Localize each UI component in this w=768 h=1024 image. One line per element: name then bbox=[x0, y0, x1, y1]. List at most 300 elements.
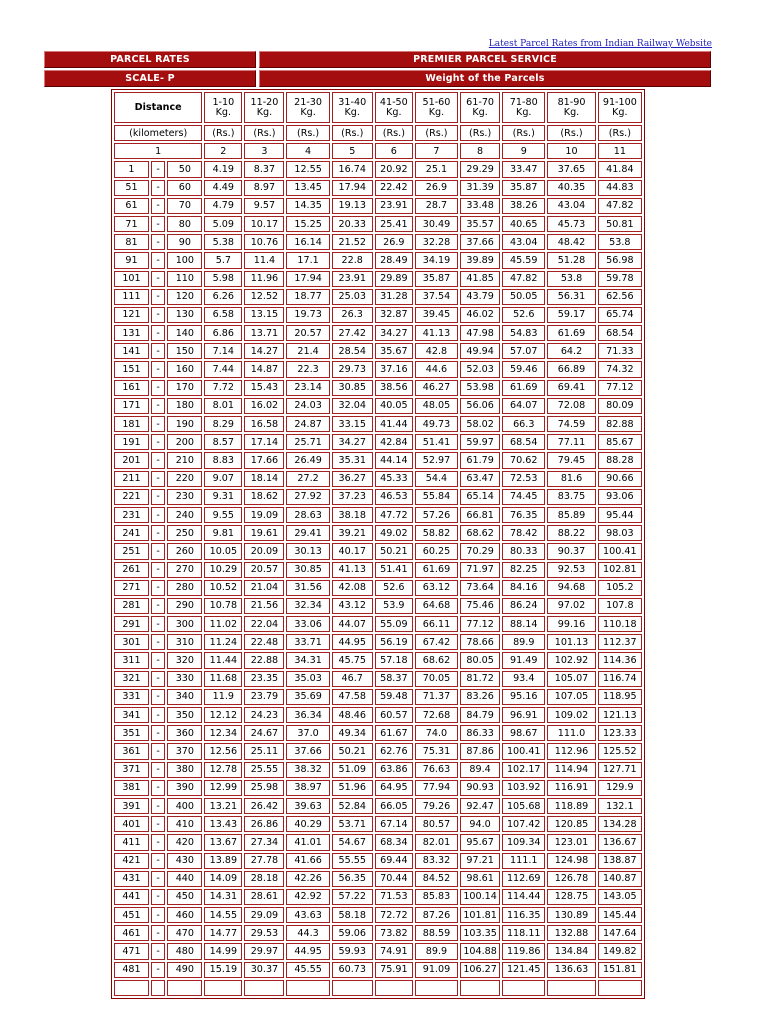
rate-cell: 50.05 bbox=[502, 289, 545, 305]
rate-cell: 51.41 bbox=[415, 434, 458, 450]
rate-cell: 73.82 bbox=[375, 925, 413, 941]
distance-from-cell: 481 bbox=[114, 962, 149, 978]
rate-cell: 54.4 bbox=[415, 471, 458, 487]
distance-dash: - bbox=[151, 798, 165, 814]
distance-to-cell: 270 bbox=[167, 562, 202, 578]
rate-cell: 34.27 bbox=[375, 325, 413, 341]
rate-cell: 5.7 bbox=[204, 252, 242, 268]
rate-cell: 56.98 bbox=[598, 252, 642, 268]
rate-cell: 83.26 bbox=[460, 689, 500, 705]
rate-cell: 22.88 bbox=[244, 652, 284, 668]
rate-cell: 56.06 bbox=[460, 398, 500, 414]
rate-cell: 35.03 bbox=[286, 671, 329, 687]
rate-cell bbox=[598, 980, 642, 996]
rate-cell: 8.83 bbox=[204, 452, 242, 468]
rate-cell bbox=[286, 980, 329, 996]
distance-from-cell: 281 bbox=[114, 598, 149, 614]
rate-cell: 80.05 bbox=[460, 652, 500, 668]
distance-to-cell: 110 bbox=[167, 271, 202, 287]
distance-to-cell: 470 bbox=[167, 925, 202, 941]
rate-cell: 58.18 bbox=[332, 907, 373, 923]
distance-dash: - bbox=[151, 507, 165, 523]
rate-cell: 26.42 bbox=[244, 798, 284, 814]
weight-range-cell: 11-20 Kg. bbox=[244, 92, 284, 123]
weight-range-row bbox=[114, 92, 642, 123]
rate-cell: 33.48 bbox=[460, 198, 500, 214]
distance-from-cell: 391 bbox=[114, 798, 149, 814]
rate-row bbox=[114, 198, 642, 214]
rate-cell: 21.52 bbox=[332, 234, 373, 250]
distance-to-cell: 130 bbox=[167, 307, 202, 323]
rate-cell: 58.82 bbox=[415, 525, 458, 541]
distance-dash: - bbox=[151, 671, 165, 687]
rate-cell: 43.12 bbox=[332, 598, 373, 614]
distance-to-cell: 220 bbox=[167, 471, 202, 487]
rate-cell: 83.75 bbox=[547, 489, 595, 505]
rate-cell: 15.25 bbox=[286, 216, 329, 232]
rate-cell: 16.58 bbox=[244, 416, 284, 432]
rate-cell: 47.58 bbox=[332, 689, 373, 705]
rupees-label: (Rs.) bbox=[415, 125, 458, 141]
rate-cell: 107.05 bbox=[547, 689, 595, 705]
rate-cell: 77.12 bbox=[460, 616, 500, 632]
rate-cell: 147.64 bbox=[598, 925, 642, 941]
rate-cell: 70.62 bbox=[502, 452, 545, 468]
rate-cell: 98.61 bbox=[460, 871, 500, 887]
rate-cell: 33.06 bbox=[286, 616, 329, 632]
rate-cell: 6.26 bbox=[204, 289, 242, 305]
rate-cell: 74.0 bbox=[415, 725, 458, 741]
rate-cell: 51.96 bbox=[332, 780, 373, 796]
rate-cell: 44.3 bbox=[286, 925, 329, 941]
rate-cell: 16.02 bbox=[244, 398, 284, 414]
rate-cell: 59.17 bbox=[547, 307, 595, 323]
distance-from-cell: 161 bbox=[114, 380, 149, 396]
rate-cell: 111.0 bbox=[547, 725, 595, 741]
rate-cell: 33.15 bbox=[332, 416, 373, 432]
rate-cell: 55.55 bbox=[332, 853, 373, 869]
rate-cell: 64.68 bbox=[415, 598, 458, 614]
rate-cell: 29.09 bbox=[244, 907, 284, 923]
rupees-label: (Rs.) bbox=[460, 125, 500, 141]
rate-cell: 14.55 bbox=[204, 907, 242, 923]
rate-cell bbox=[547, 980, 595, 996]
rate-row bbox=[114, 689, 642, 705]
rate-cell: 48.05 bbox=[415, 398, 458, 414]
distance-to-cell: 290 bbox=[167, 598, 202, 614]
rate-cell: 22.8 bbox=[332, 252, 373, 268]
rate-cell: 32.34 bbox=[286, 598, 329, 614]
rate-cell: 72.53 bbox=[502, 471, 545, 487]
weight-range-cell: 1-10 Kg. bbox=[204, 92, 242, 123]
rate-cell: 9.31 bbox=[204, 489, 242, 505]
rate-cell: 80.57 bbox=[415, 816, 458, 832]
rate-cell: 23.35 bbox=[244, 671, 284, 687]
rate-cell: 27.42 bbox=[332, 325, 373, 341]
rate-row bbox=[114, 471, 642, 487]
rate-cell: 35.31 bbox=[332, 452, 373, 468]
rate-cell: 30.85 bbox=[286, 562, 329, 578]
column-number: 4 bbox=[286, 143, 329, 159]
rate-cell: 23.91 bbox=[332, 271, 373, 287]
rate-cell: 20.33 bbox=[332, 216, 373, 232]
rate-cell: 47.72 bbox=[375, 507, 413, 523]
distance-dash: - bbox=[151, 234, 165, 250]
rate-cell: 4.19 bbox=[204, 161, 242, 177]
rate-cell: 84.16 bbox=[502, 580, 545, 596]
rate-cell: 28.63 bbox=[286, 507, 329, 523]
distance-from-cell: 51 bbox=[114, 180, 149, 196]
rate-cell: 63.12 bbox=[415, 580, 458, 596]
rate-cell: 118.95 bbox=[598, 689, 642, 705]
distance-from-cell: 311 bbox=[114, 652, 149, 668]
rate-cell: 14.35 bbox=[286, 198, 329, 214]
rate-cell: 105.68 bbox=[502, 798, 545, 814]
rate-cell: 34.27 bbox=[332, 434, 373, 450]
rate-cell: 88.28 bbox=[598, 452, 642, 468]
rate-cell: 53.8 bbox=[598, 234, 642, 250]
distance-to-cell: 250 bbox=[167, 525, 202, 541]
rate-cell: 125.52 bbox=[598, 743, 642, 759]
rate-cell: 116.91 bbox=[547, 780, 595, 796]
rate-cell: 8.57 bbox=[204, 434, 242, 450]
rate-cell: 29.41 bbox=[286, 525, 329, 541]
rate-cell: 55.84 bbox=[415, 489, 458, 505]
rate-row bbox=[114, 525, 642, 541]
rate-cell: 97.21 bbox=[460, 853, 500, 869]
rate-cell: 15.19 bbox=[204, 962, 242, 978]
rate-cell: 14.09 bbox=[204, 871, 242, 887]
rate-cell: 102.92 bbox=[547, 652, 595, 668]
rupees-label: (Rs.) bbox=[332, 125, 373, 141]
distance-from-cell: 461 bbox=[114, 925, 149, 941]
rate-cell: 83.32 bbox=[415, 853, 458, 869]
rate-cell: 132.88 bbox=[547, 925, 595, 941]
distance-dash: - bbox=[151, 853, 165, 869]
rate-cell: 30.37 bbox=[244, 962, 284, 978]
rate-cell: 25.98 bbox=[244, 780, 284, 796]
distance-dash: - bbox=[151, 361, 165, 377]
rate-cell: 66.11 bbox=[415, 616, 458, 632]
rate-cell: 29.89 bbox=[375, 271, 413, 287]
distance-from-cell: 331 bbox=[114, 689, 149, 705]
rate-cell: 69.41 bbox=[547, 380, 595, 396]
rate-cell: 25.1 bbox=[415, 161, 458, 177]
rate-row bbox=[114, 816, 642, 832]
rate-cell: 66.3 bbox=[502, 416, 545, 432]
rate-row bbox=[114, 234, 642, 250]
rate-cell: 90.66 bbox=[598, 471, 642, 487]
rate-cell: 86.33 bbox=[460, 725, 500, 741]
distance-from-cell bbox=[114, 980, 149, 996]
rate-cell: 66.89 bbox=[547, 361, 595, 377]
rate-cell: 19.09 bbox=[244, 507, 284, 523]
rate-cell: 95.44 bbox=[598, 507, 642, 523]
rate-row bbox=[114, 543, 642, 559]
distance-dash: - bbox=[151, 380, 165, 396]
rate-cell: 31.56 bbox=[286, 580, 329, 596]
rate-cell: 70.05 bbox=[415, 671, 458, 687]
rate-cell: 40.35 bbox=[547, 180, 595, 196]
distance-dash: - bbox=[151, 416, 165, 432]
distance-dash: - bbox=[151, 325, 165, 341]
distance-to-cell: 230 bbox=[167, 489, 202, 505]
rate-cell: 114.94 bbox=[547, 762, 595, 778]
rate-cell: 61.67 bbox=[375, 725, 413, 741]
distance-dash: - bbox=[151, 198, 165, 214]
rate-cell: 59.48 bbox=[375, 689, 413, 705]
rate-cell: 11.9 bbox=[204, 689, 242, 705]
rate-cell: 100.41 bbox=[502, 743, 545, 759]
distance-to-cell: 490 bbox=[167, 962, 202, 978]
rate-cell: 68.62 bbox=[415, 652, 458, 668]
rate-cell: 56.35 bbox=[332, 871, 373, 887]
distance-dash: - bbox=[151, 962, 165, 978]
rate-cell: 53.8 bbox=[547, 271, 595, 287]
distance-dash: - bbox=[151, 562, 165, 578]
rate-cell: 59.06 bbox=[332, 925, 373, 941]
units-row bbox=[114, 125, 642, 141]
rate-cell: 9.55 bbox=[204, 507, 242, 523]
rate-cell: 90.93 bbox=[460, 780, 500, 796]
rate-cell: 10.05 bbox=[204, 543, 242, 559]
rate-cell: 17.94 bbox=[286, 271, 329, 287]
rupees-label: (Rs.) bbox=[244, 125, 284, 141]
column-number: 10 bbox=[547, 143, 595, 159]
rate-cell: 82.01 bbox=[415, 834, 458, 850]
rate-cell: 13.15 bbox=[244, 307, 284, 323]
rate-cell: 20.57 bbox=[286, 325, 329, 341]
distance-to-cell: 460 bbox=[167, 907, 202, 923]
rate-cell: 48.46 bbox=[332, 707, 373, 723]
rate-cell: 41.85 bbox=[460, 271, 500, 287]
rate-cell: 14.77 bbox=[204, 925, 242, 941]
rate-cell: 79.26 bbox=[415, 798, 458, 814]
rate-cell: 5.09 bbox=[204, 216, 242, 232]
rate-cell: 79.45 bbox=[547, 452, 595, 468]
distance-from-cell: 431 bbox=[114, 871, 149, 887]
distance-dash: - bbox=[151, 743, 165, 759]
rate-cell: 65.74 bbox=[598, 307, 642, 323]
rate-cell: 149.82 bbox=[598, 943, 642, 959]
rate-row bbox=[114, 307, 642, 323]
rate-cell: 44.07 bbox=[332, 616, 373, 632]
distance-to-cell: 210 bbox=[167, 452, 202, 468]
rate-cell: 67.42 bbox=[415, 634, 458, 650]
rate-cell: 41.44 bbox=[375, 416, 413, 432]
rate-cell: 14.31 bbox=[204, 889, 242, 905]
distance-to-cell: 320 bbox=[167, 652, 202, 668]
rate-cell: 13.43 bbox=[204, 816, 242, 832]
rate-cell: 42.92 bbox=[286, 889, 329, 905]
rate-cell: 66.81 bbox=[460, 507, 500, 523]
rate-cell: 75.91 bbox=[375, 962, 413, 978]
distance-dash: - bbox=[151, 925, 165, 941]
distance-to-cell: 190 bbox=[167, 416, 202, 432]
rate-cell: 16.14 bbox=[286, 234, 329, 250]
rate-row bbox=[114, 616, 642, 632]
rate-cell: 103.35 bbox=[460, 925, 500, 941]
rate-cell: 13.45 bbox=[286, 180, 329, 196]
rate-cell: 17.14 bbox=[244, 434, 284, 450]
rate-cell: 5.38 bbox=[204, 234, 242, 250]
rate-cell: 114.44 bbox=[502, 889, 545, 905]
rate-cell: 134.28 bbox=[598, 816, 642, 832]
rate-cell: 94.68 bbox=[547, 580, 595, 596]
rate-cell: 84.79 bbox=[460, 707, 500, 723]
rate-cell: 20.57 bbox=[244, 562, 284, 578]
rate-row bbox=[114, 161, 642, 177]
rate-cell: 27.92 bbox=[286, 489, 329, 505]
rate-cell: 44.95 bbox=[332, 634, 373, 650]
rate-cell: 130.89 bbox=[547, 907, 595, 923]
rate-cell: 56.31 bbox=[547, 289, 595, 305]
rupees-label: (Rs.) bbox=[502, 125, 545, 141]
distance-from-cell: 131 bbox=[114, 325, 149, 341]
rate-row bbox=[114, 853, 642, 869]
rate-cell bbox=[415, 980, 458, 996]
rate-cell: 11.24 bbox=[204, 634, 242, 650]
rate-cell: 87.26 bbox=[415, 907, 458, 923]
rate-cell: 57.22 bbox=[332, 889, 373, 905]
rate-cell: 112.69 bbox=[502, 871, 545, 887]
distance-dash: - bbox=[151, 834, 165, 850]
rate-cell: 24.67 bbox=[244, 725, 284, 741]
rate-row bbox=[114, 980, 642, 996]
distance-to-cell: 60 bbox=[167, 180, 202, 196]
rates-table-frame bbox=[111, 89, 645, 1024]
rate-cell: 42.08 bbox=[332, 580, 373, 596]
rate-cell: 11.02 bbox=[204, 616, 242, 632]
distance-from-cell: 421 bbox=[114, 853, 149, 869]
distance-from-cell: 91 bbox=[114, 252, 149, 268]
distance-from-cell: 221 bbox=[114, 489, 149, 505]
distance-to-cell: 310 bbox=[167, 634, 202, 650]
rate-cell: 84.52 bbox=[415, 871, 458, 887]
rate-cell: 37.66 bbox=[460, 234, 500, 250]
rate-cell: 21.04 bbox=[244, 580, 284, 596]
rate-cell: 41.84 bbox=[598, 161, 642, 177]
rate-cell: 13.21 bbox=[204, 798, 242, 814]
rate-cell: 40.29 bbox=[286, 816, 329, 832]
rate-row bbox=[114, 562, 642, 578]
rate-cell: 7.14 bbox=[204, 343, 242, 359]
rate-cell: 27.34 bbox=[244, 834, 284, 850]
rate-cell: 8.01 bbox=[204, 398, 242, 414]
rate-cell: 40.05 bbox=[375, 398, 413, 414]
distance-to-cell: 450 bbox=[167, 889, 202, 905]
distance-from-cell: 101 bbox=[114, 271, 149, 287]
distance-from-cell: 191 bbox=[114, 434, 149, 450]
rate-cell: 55.09 bbox=[375, 616, 413, 632]
distance-dash: - bbox=[151, 489, 165, 505]
rate-cell: 45.73 bbox=[547, 216, 595, 232]
distance-dash: - bbox=[151, 871, 165, 887]
distance-from-cell: 251 bbox=[114, 543, 149, 559]
distance-from-cell: 201 bbox=[114, 452, 149, 468]
latest-parcel-rates-link[interactable]: Latest Parcel Rates from Indian Railway Website bbox=[488, 39, 712, 49]
rate-cell: 23.14 bbox=[286, 380, 329, 396]
rate-cell: 39.45 bbox=[415, 307, 458, 323]
rate-cell: 10.29 bbox=[204, 562, 242, 578]
rate-cell: 26.9 bbox=[375, 234, 413, 250]
rate-cell: 64.95 bbox=[375, 780, 413, 796]
rate-cell: 80.09 bbox=[598, 398, 642, 414]
rate-cell: 116.74 bbox=[598, 671, 642, 687]
weight-range-cell: 61-70 Kg. bbox=[460, 92, 500, 123]
weight-of-parcels-header: Weight of the Parcels bbox=[259, 70, 711, 87]
rate-row bbox=[114, 580, 642, 596]
distance-dash: - bbox=[151, 180, 165, 196]
distance-dash: - bbox=[151, 725, 165, 741]
rate-cell: 58.02 bbox=[460, 416, 500, 432]
rate-cell: 70.29 bbox=[460, 543, 500, 559]
rate-cell: 8.37 bbox=[244, 161, 284, 177]
rupees-label: (Rs.) bbox=[598, 125, 642, 141]
rate-row bbox=[114, 962, 642, 978]
rate-cell: 10.52 bbox=[204, 580, 242, 596]
rate-cell: 31.39 bbox=[460, 180, 500, 196]
rate-cell: 110.18 bbox=[598, 616, 642, 632]
rate-cell: 35.57 bbox=[460, 216, 500, 232]
rate-cell: 12.12 bbox=[204, 707, 242, 723]
rate-cell: 17.1 bbox=[286, 252, 329, 268]
rate-row bbox=[114, 671, 642, 687]
rate-cell: 32.04 bbox=[332, 398, 373, 414]
distance-to-cell: 80 bbox=[167, 216, 202, 232]
rate-cell: 121.13 bbox=[598, 707, 642, 723]
distance-from-cell: 301 bbox=[114, 634, 149, 650]
rate-cell: 30.13 bbox=[286, 543, 329, 559]
rate-cell: 26.9 bbox=[415, 180, 458, 196]
distance-dash: - bbox=[151, 343, 165, 359]
distance-dash: - bbox=[151, 780, 165, 796]
rate-cell: 71.97 bbox=[460, 562, 500, 578]
rate-cell: 16.74 bbox=[332, 161, 373, 177]
rate-cell: 124.98 bbox=[547, 853, 595, 869]
rate-cell: 42.84 bbox=[375, 434, 413, 450]
rate-cell: 35.69 bbox=[286, 689, 329, 705]
rate-cell: 46.53 bbox=[375, 489, 413, 505]
rate-cell: 111.1 bbox=[502, 853, 545, 869]
rate-cell: 42.26 bbox=[286, 871, 329, 887]
rate-cell: 28.61 bbox=[244, 889, 284, 905]
rate-cell: 94.0 bbox=[460, 816, 500, 832]
rate-cell: 92.47 bbox=[460, 798, 500, 814]
rate-cell: 17.66 bbox=[244, 452, 284, 468]
weight-range-cell: 71-80 Kg. bbox=[502, 92, 545, 123]
parcel-rates-table bbox=[111, 89, 645, 999]
rate-cell: 151.81 bbox=[598, 962, 642, 978]
distance-from-cell: 181 bbox=[114, 416, 149, 432]
rate-cell: 53.71 bbox=[332, 816, 373, 832]
rate-cell: 74.45 bbox=[502, 489, 545, 505]
distance-to-cell: 160 bbox=[167, 361, 202, 377]
rate-cell: 48.42 bbox=[547, 234, 595, 250]
rate-cell: 14.99 bbox=[204, 943, 242, 959]
rate-cell: 37.65 bbox=[547, 161, 595, 177]
distance-to-cell: 90 bbox=[167, 234, 202, 250]
rate-cell: 60.57 bbox=[375, 707, 413, 723]
rate-cell: 37.66 bbox=[286, 743, 329, 759]
rate-cell: 24.87 bbox=[286, 416, 329, 432]
rate-cell: 109.34 bbox=[502, 834, 545, 850]
rate-cell: 31.28 bbox=[375, 289, 413, 305]
rate-cell: 66.05 bbox=[375, 798, 413, 814]
rate-cell: 92.53 bbox=[547, 562, 595, 578]
rate-cell: 12.78 bbox=[204, 762, 242, 778]
distance-from-cell: 151 bbox=[114, 361, 149, 377]
